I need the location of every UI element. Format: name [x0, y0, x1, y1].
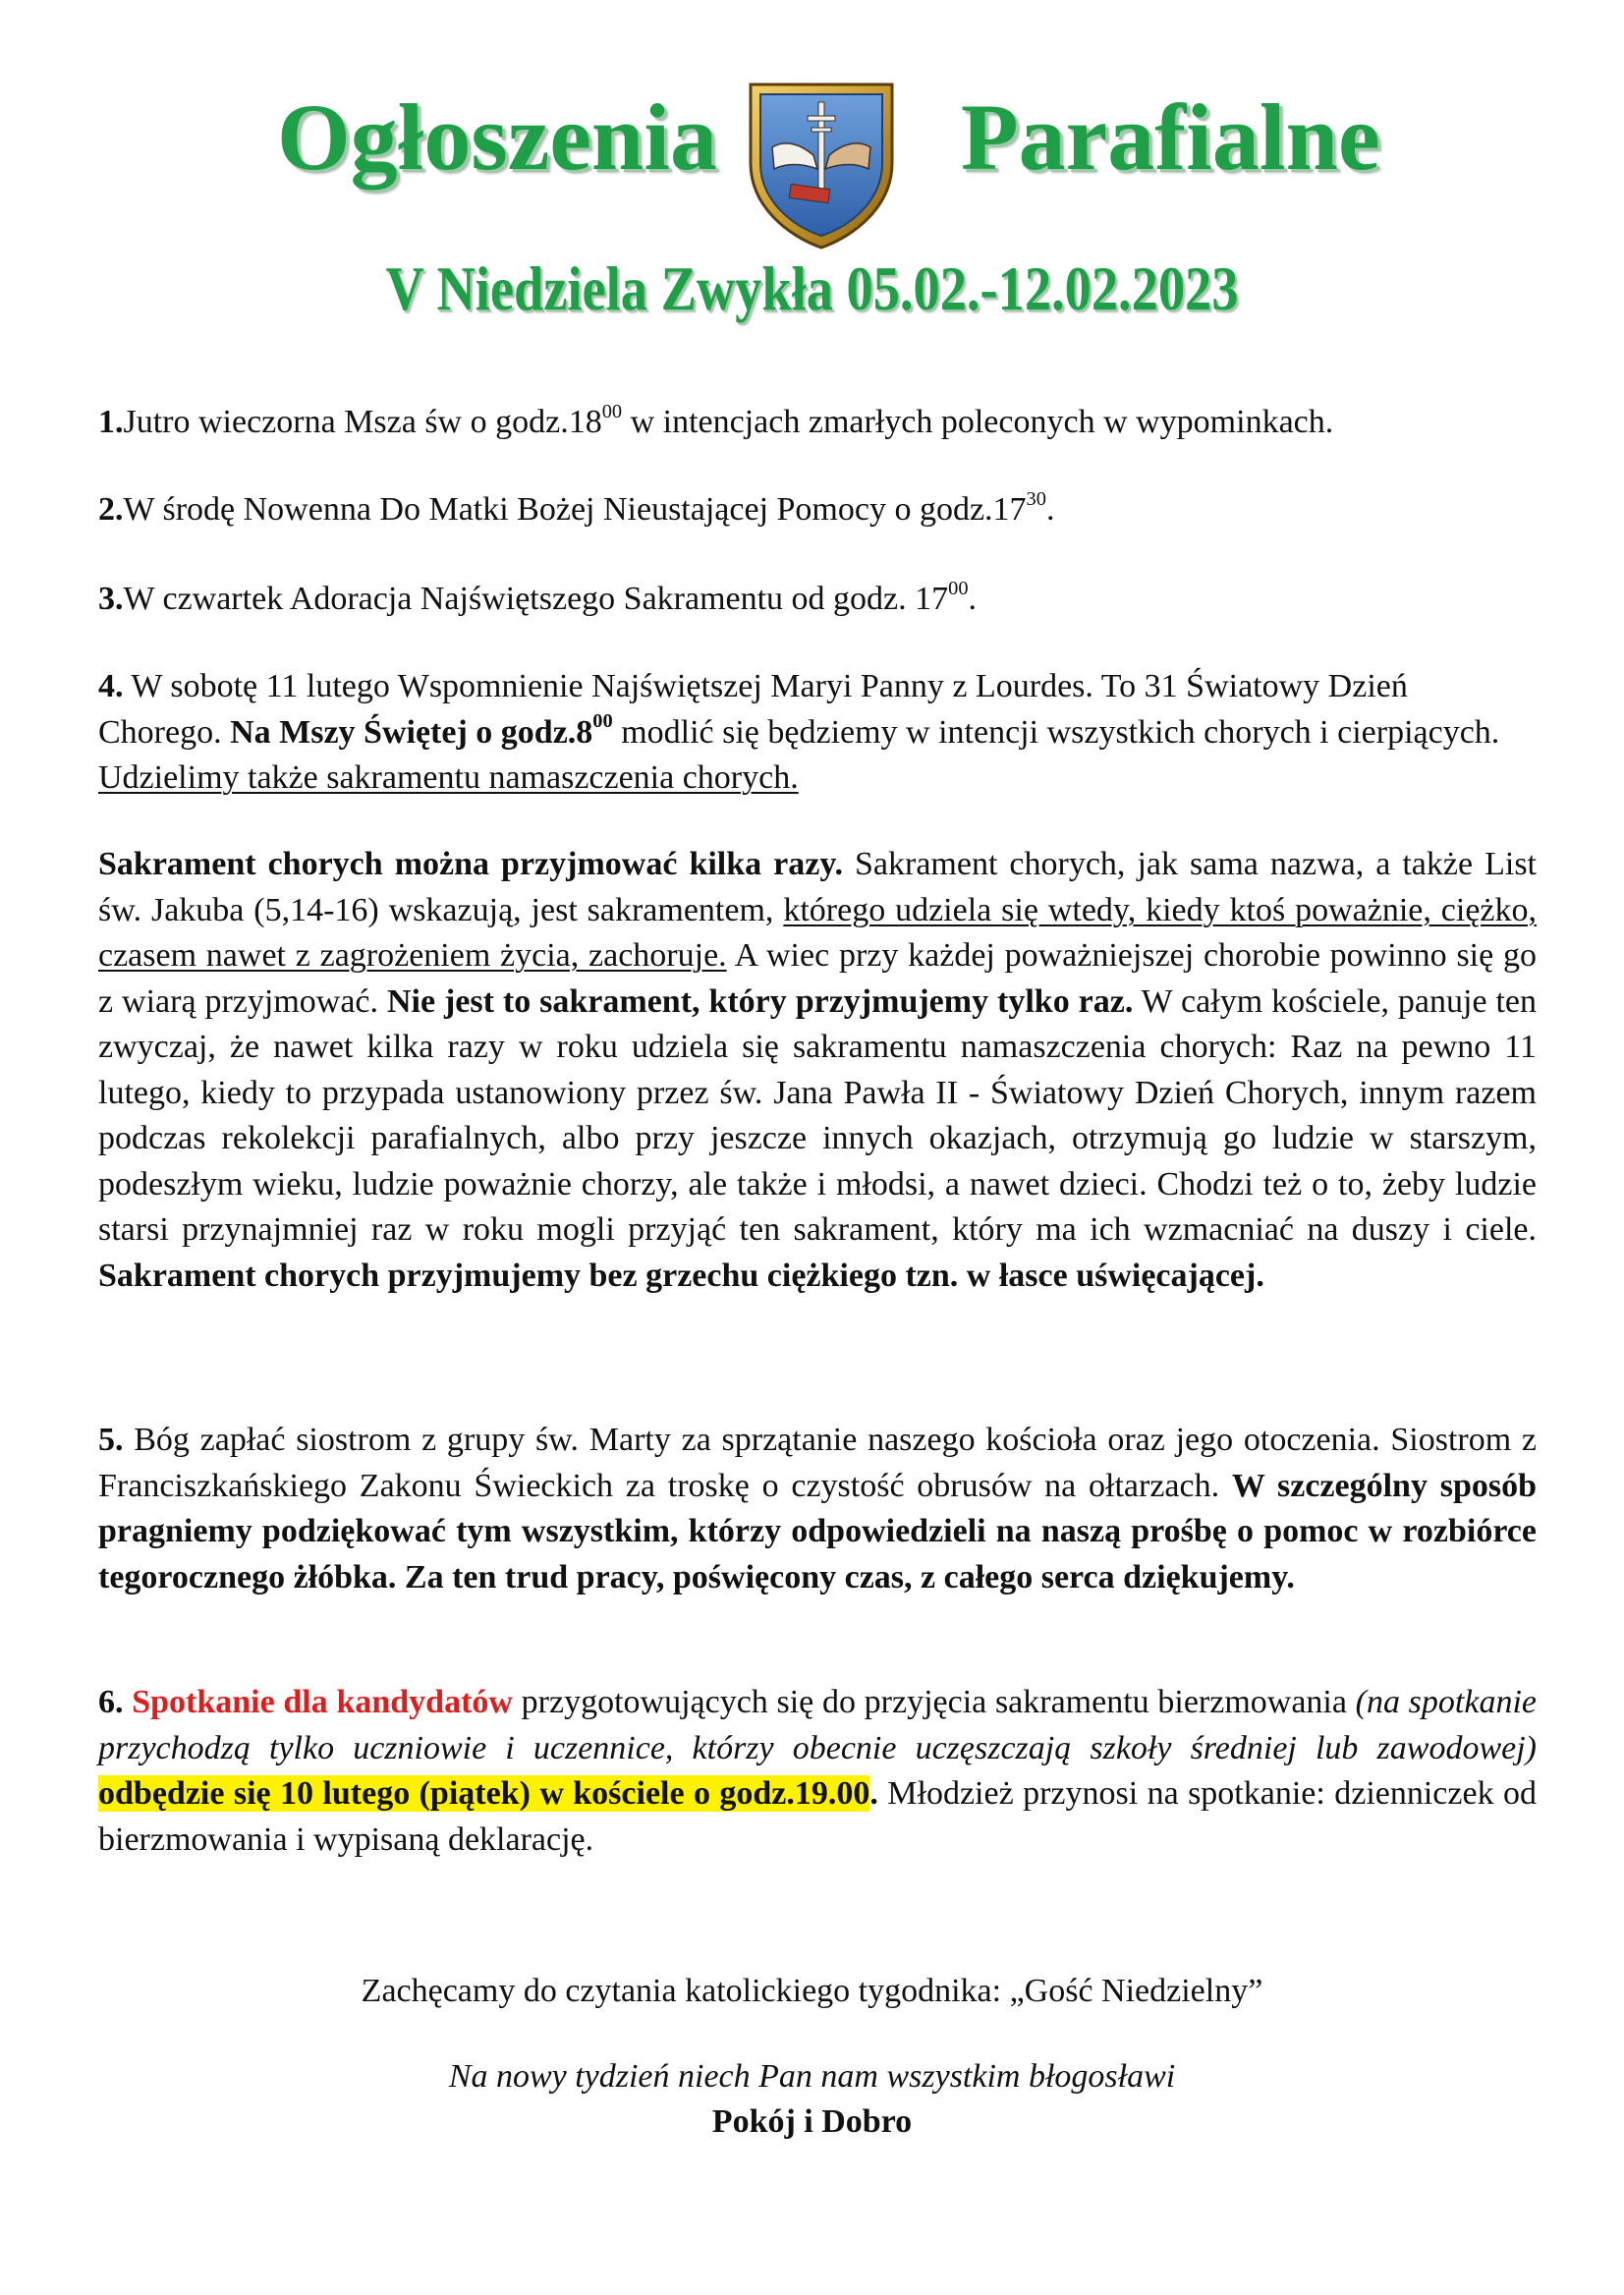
footer-signoff: Pokój i Dobro	[711, 2103, 913, 2140]
announcement-text: w intencjach zmarłych poleconych w wypominkach.	[622, 404, 1334, 440]
announcement-text: .	[869, 1775, 878, 1812]
sacrament-text: Sakrament chorych, jak sama nazwa, a także List św. Jakuba (5,14-16) wskazują, jest sakramentem,	[98, 846, 1537, 928]
announcement-italic-note: (na spotkanie przychodzą tylko uczniowie i uczennice, którzy obecnie uczęszczają szkoły średniej lub zawodowej)	[98, 1684, 1537, 1766]
sacrament-bold-text: Nie jest to sakrament, który przyjmujemy tylko raz.	[386, 982, 1134, 1020]
announcement-text: .	[968, 581, 978, 617]
header-title-right: Parafialne	[961, 84, 1380, 190]
announcement-2	[98, 487, 1537, 533]
time-superscript: 00	[601, 400, 623, 422]
announcement-4	[98, 664, 1537, 802]
sacrament-bold-text: Sakrament chorych można przyjmować kilka razy.	[98, 846, 843, 882]
footer-blessing: Na nowy tydzień niech Pan nam wszystkim błogosławi	[448, 2058, 1176, 2095]
announcement-number: 1.	[98, 404, 124, 440]
announcement-bold-text: Na Mszy Świętej o godz.8	[230, 713, 593, 751]
announcement-number: 6.	[98, 1684, 133, 1720]
time-superscript: 00	[948, 577, 969, 599]
highlighted-meeting-time: odbędzie się 10 lutego (piątek) w kościele o godz.19.00	[98, 1775, 870, 1812]
announcement-text: Bóg zapłać siostrom z grupy św. Marty za sprzątanie naszego kościoła oraz jego otoczenia. Siostrom z Franciszkańskiego Zakonu Świeckich za troskę o czystość obrusów na ołtarzach.	[98, 1422, 1537, 1504]
sacrament-bold-text: Sakrament chorych przyjmujemy bez grzechu ciężkiego tzn. w łasce uświęcającej.	[98, 1257, 1264, 1294]
sacrament-underlined-text: którego udziela się wtedy, kiedy ktoś poważnie, ciężko, czasem nawet z zagrożeniem życia, zachoruje.	[98, 891, 1537, 974]
announcement-number: 5.	[98, 1422, 124, 1458]
franciscan-crest-icon	[745, 79, 898, 252]
announcement-text: W środę Nowenna Do Matki Bożej Nieustającej Pomocy o godz.17	[123, 491, 1027, 528]
announcement-text: Młodzież przynosi na spotkanie: dzienniczek od bierzmowania i wypisaną deklarację.	[98, 1775, 1537, 1858]
sacrament-paragraph	[98, 842, 1537, 1299]
announcement-text: przygotowujących się do przyjęcia sakramentu bierzmowania	[512, 1684, 1356, 1720]
header-title-left: Ogłoszenia	[277, 84, 717, 190]
announcement-3	[98, 577, 1537, 623]
announcement-underlined-text: Udzielimy także sakramentu namaszczenia chorych.	[98, 759, 799, 796]
announcement-1	[98, 400, 1537, 446]
announcement-text: W sobotę 11 lutego Wspomnienie Najświętszej Maryi Panny z Lourdes. To 31 Światowy Dzień Chorego.	[98, 668, 1408, 751]
announcement-number: 4.	[98, 668, 124, 704]
candidates-meeting-label: Spotkanie dla kandydatów	[132, 1684, 513, 1720]
announcement-bold-text: W szczególny sposób pragniemy podziękować tym wszystkim, którzy odpowiedzieli na naszą prośbę o pomoc w rozbiórce tegorocznego żłóbka. Za ten trud pracy, poświęcony czas, z całego serca dziękujemy.	[98, 1467, 1537, 1595]
announcement-text: Jutro wieczorna Msza św o godz.18	[123, 404, 602, 440]
footer-magazine-note: Zachęcamy do czytania katolickiego tygodnika: „Gość Niedzielny”	[361, 1973, 1263, 2009]
announcement-text: .	[1045, 491, 1055, 528]
sacrament-text: W całym kościele, panuje ten zwyczaj, że nawet kilka razy w roku udziela się sakramentu namaszczenia chorych: Raz na pewno 11 lutego, kiedy to przypada ustanowiony przez św. Jana Pawła II - Światowy Dzień Chorych, innym razem podczas rekolekcji parafialnych, albo przy jeszcze innych okazjach, otrzymują go ludzie w starszym, podeszłym wieku, ludzie poważnie chorzy, ale także i młodsi, a nawet dzieci. Chodzi też o to, żeby ludzie starsi przynajmniej raz w roku mogli przyjąć ten sakrament, który ma ich wzmacniać na duszy i ciele.	[98, 982, 1538, 1248]
announcement-6	[98, 1680, 1537, 1863]
announcement-text: W czwartek Adoracja Najświętszego Sakramentu od godz. 17	[123, 581, 949, 617]
announcement-text: modlić się będziemy w intencji wszystkich chorych i cierpiących.	[612, 713, 1500, 751]
announcement-5	[98, 1418, 1537, 1600]
time-superscript: 30	[1026, 487, 1046, 510]
announcement-number: 3.	[98, 581, 124, 617]
sacrament-text: A wiec przy każdej poważniejszej chorobie powinno się go z wiarą przyjmować.	[98, 937, 1537, 1020]
page-subtitle: V Niedziela Zwykła 05.02.-12.02.2023	[385, 253, 1239, 323]
time-superscript: 00	[592, 710, 613, 733]
announcement-number: 2.	[98, 491, 124, 528]
